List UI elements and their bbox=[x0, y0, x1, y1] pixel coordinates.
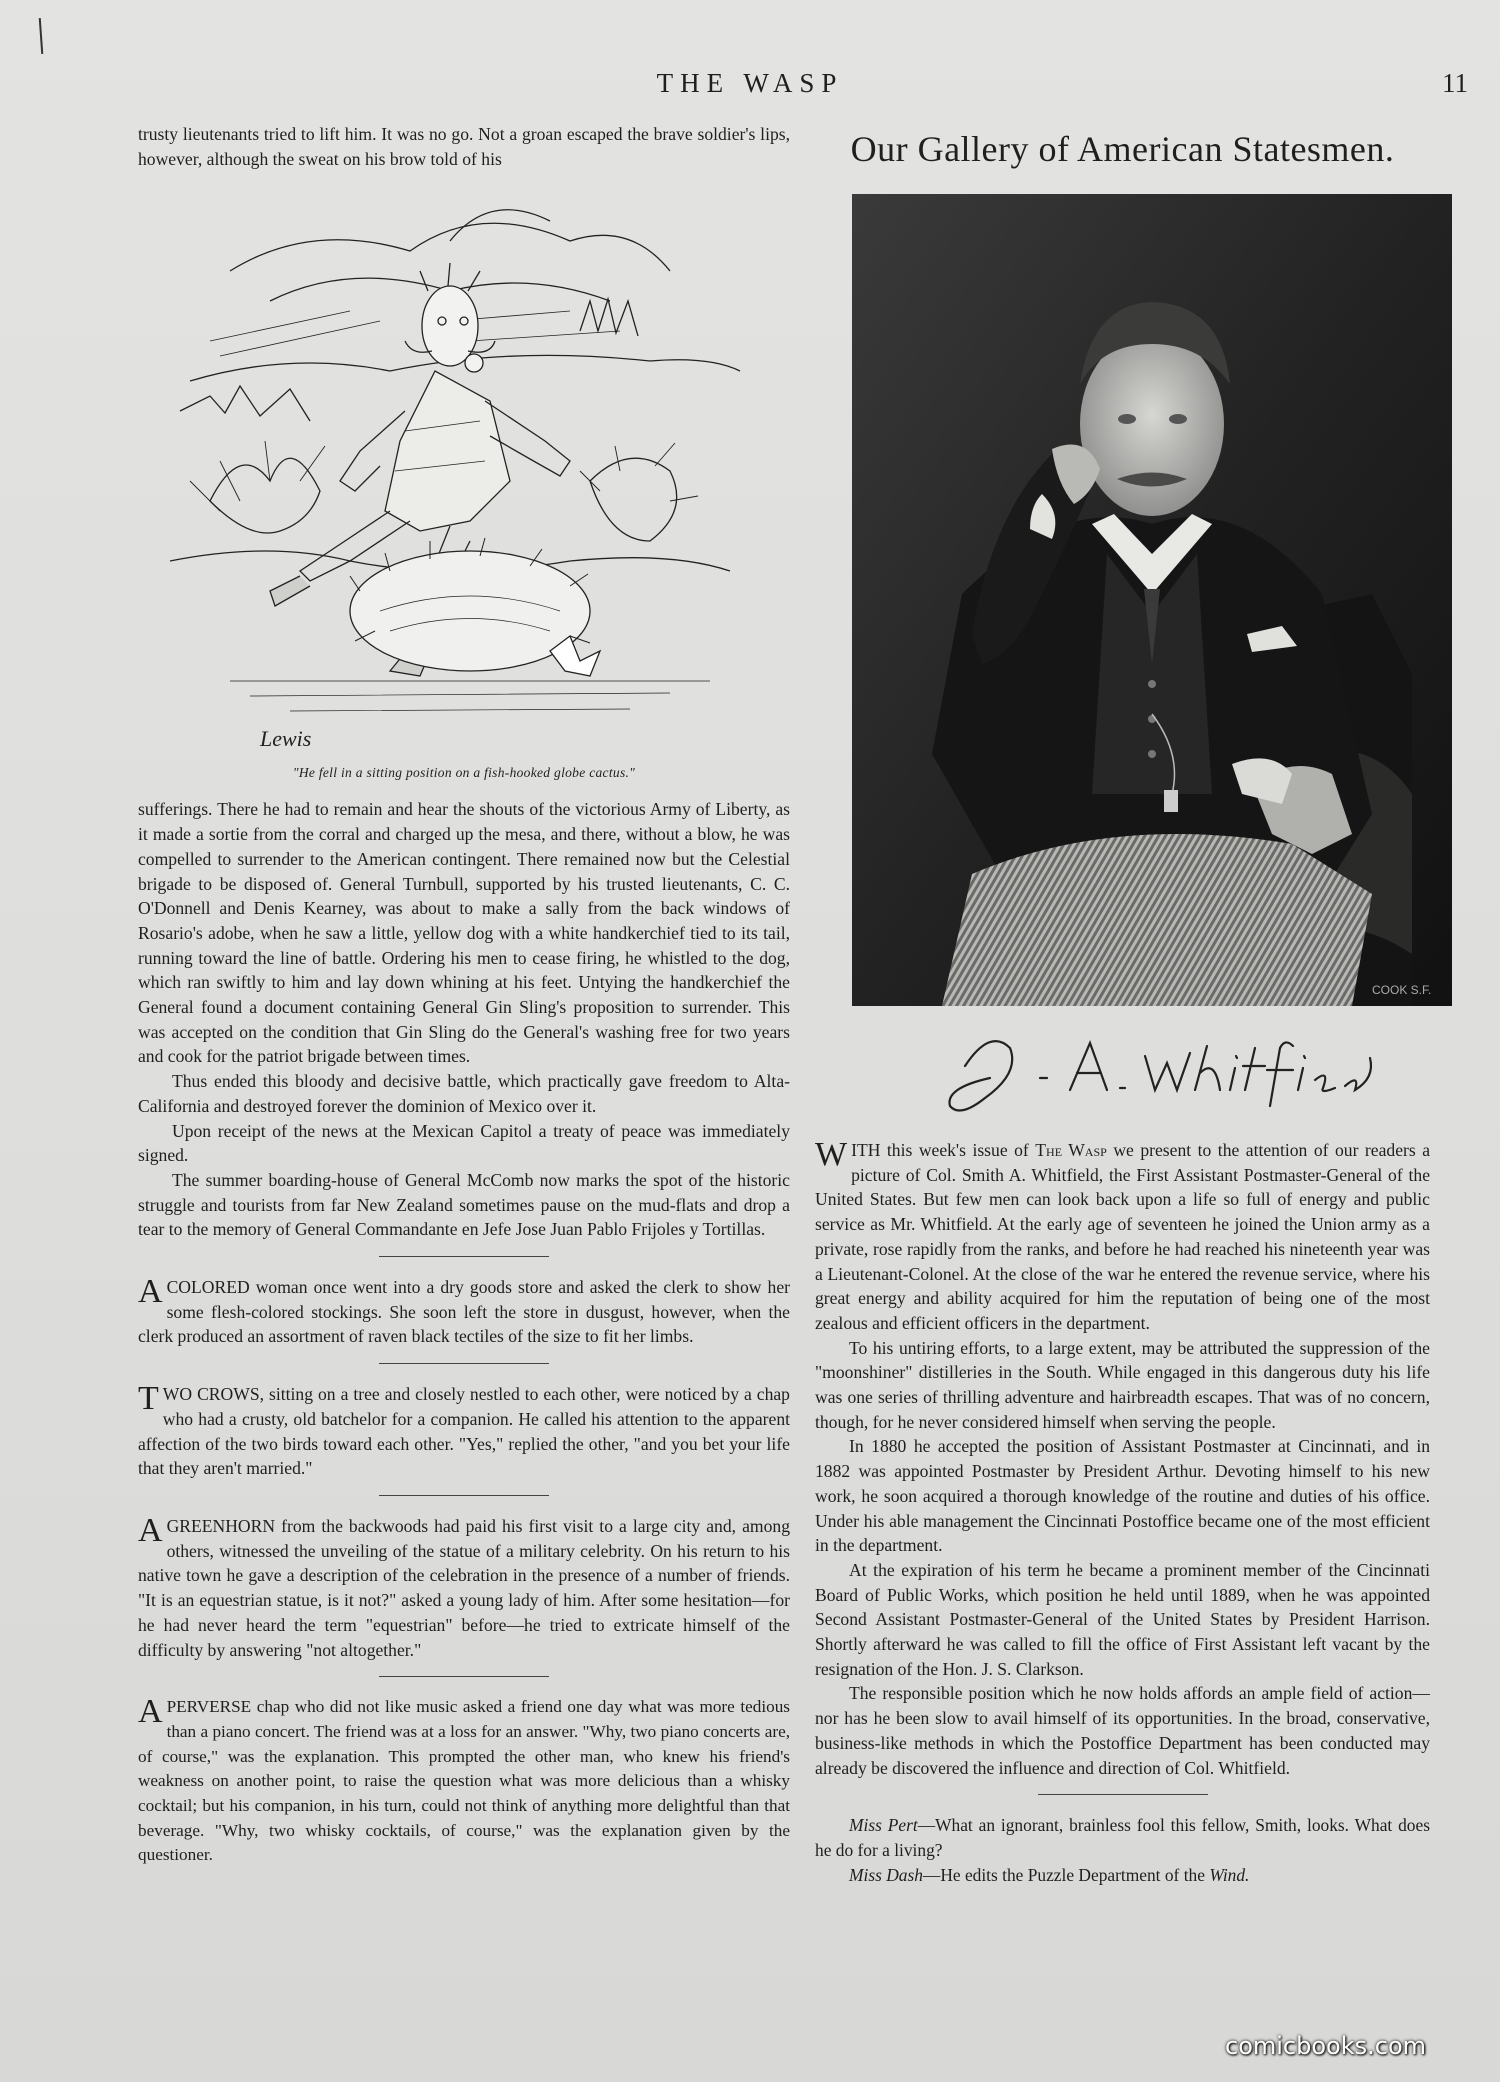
story-paragraph-4: The summer boarding-house of General McComb now marks the spot of the historic struggle and tourists from far New Zealand sometimes pause on the mud-flats and drop a tear to the memory of General Commandante en Jefe Jose Juan Pablo Frijoles y Tortillas. bbox=[138, 1169, 790, 1240]
story-paragraph-3: Upon receipt of the news at the Mexican Capitol a treaty of peace was immediately signed. bbox=[138, 1120, 790, 1166]
drop-cap: A bbox=[138, 1693, 163, 1731]
lead-word: PERVERSE bbox=[166, 1697, 252, 1717]
dialogue-miss-dash bbox=[815, 1863, 1430, 1888]
cartoon-signature: Lewis bbox=[260, 726, 312, 752]
anecdote-stockings bbox=[138, 1275, 790, 1349]
article-paragraph-3: In 1880 he accepted the position of Assistant Postmaster at Cincinnati, and in 1882 was appointed Postmaster by President Arthur. Devoting himself to his new work, he soon acquired a thorough knowledge of the routine and duties of his office. Under his able management the Cincinnati Postoffice became one of the most efficient in the department. bbox=[815, 1436, 1430, 1556]
drop-cap: A bbox=[138, 1511, 163, 1549]
portrait-photograph bbox=[852, 194, 1452, 1006]
section-divider bbox=[1038, 1794, 1208, 1795]
dialogue-miss-pert bbox=[815, 1813, 1430, 1862]
anecdote-greenhorn bbox=[138, 1511, 790, 1662]
drop-cap: W bbox=[815, 1136, 848, 1173]
dialogue-text: —He edits the Puzzle Department of the bbox=[922, 1864, 1205, 1885]
drop-cap: A bbox=[138, 1273, 163, 1311]
section-divider bbox=[379, 1256, 549, 1257]
article-text: this week's issue of bbox=[886, 1140, 1029, 1160]
article-paragraph-1 bbox=[815, 1138, 1430, 1336]
cartoon-drawing bbox=[150, 181, 750, 761]
publication-name: Wind. bbox=[1209, 1864, 1250, 1885]
anecdote-text: from the backwoods had paid his first visit to a large city and, among others, witnessed the unveiling of the statue of a military celebrity. On his return to his native town he gave a description of the celebration in the presence of a number of friends. "It is an equestrian statue, is it not?" asked a young lady of him. After some hesitation—for he had never heard the term "equestrian" before—he tried to extricate himself of the difficulty by answering "not altogether." bbox=[138, 1515, 790, 1660]
running-head: THE WASP bbox=[656, 68, 844, 98]
portrait-image bbox=[852, 194, 1452, 1006]
anecdote-crows bbox=[138, 1382, 790, 1481]
signature-text: S. A. Whitfield bbox=[935, 1118, 942, 1119]
left-column bbox=[138, 122, 790, 1868]
speaker-name: Miss Dash bbox=[849, 1864, 923, 1885]
continued-text: trusty lieutenants tried to lift him. It was no go. Not a groan escaped the brave soldier's lips, however, although the sweat on his brow told of his bbox=[138, 124, 790, 169]
photo-credit: COOK S.F. bbox=[1372, 983, 1432, 997]
right-column bbox=[815, 122, 1430, 1887]
gallery-title: Our Gallery of American Statesmen. bbox=[850, 129, 1395, 169]
pencil-mark bbox=[39, 18, 44, 54]
anecdote-text: sitting on a tree and closely nestled to each other, were noticed by a chap who had a crusty, old batchelor for a companion. He called his attention to the apparent affection of the two birds toward each other. "Yes," replied the other, "and you bet your life that they aren't married." bbox=[138, 1384, 790, 1479]
lead-word: WO CROWS, bbox=[162, 1384, 265, 1405]
signature-area bbox=[815, 1018, 1430, 1122]
speaker-name: Miss Pert bbox=[849, 1815, 918, 1836]
cartoon-caption: "He fell in a sitting position on a fish-hooked globe cactus." bbox=[292, 765, 636, 781]
drop-cap: T bbox=[138, 1380, 159, 1418]
anecdote-text: chap who did not like music asked a friend one day what was more tedious than a piano concert. The friend was at a loss for an answer. "Why, two piano concerts are, of course," was the explanation. This prompted the other man, who knew his friend's weakness on another point, to raise the question what was more delicious than a whisky cocktail; but his companion, in his turn, could not think of anything more delightful than that beverage. "Why, two whisky cocktails, of course," was the explanation given by the questioner. bbox=[138, 1697, 791, 1865]
anecdote-perverse bbox=[138, 1695, 790, 1868]
article-paragraph-2: To his untiring efforts, to a large extent, may be attributed the suppression of the "moonshiner" distilleries in the South. While engaged in this dangerous duty his life was one series of thrilling adventure and hairbreadth escapes. That was of no concern, though, for he never considered himself when serving the people. bbox=[815, 1337, 1430, 1432]
lead-word: GREENHORN bbox=[166, 1515, 276, 1536]
article-text: we present to the attention of our readers a picture of Col. Smith A. Whitfield, the First Assistant Postmaster-General of the United States. But few men can look back upon a life so full of energy and public service as Mr. Whitfield. At the early age of seventeen he joined the Union army as a private, rose rapidly from the ranks, and before he had reached his nineteenth year was a Lieutenant-Colonel. At the close of the war he entered the revenue service, where his great energy and ability acquired for him the reputation of being one of the most zealous and efficient officers in the department. bbox=[815, 1140, 1431, 1333]
section-divider bbox=[379, 1363, 549, 1364]
cartoon-illustration bbox=[150, 181, 750, 761]
article-paragraph-5: The responsible position which he now holds affords an ample field of action—nor has he been slow to avail himself of its opportunities. In the broad, conservative, business-like methods in which the Postoffice Department has been conducted may already be discovered the influence and direction of Col. Whitfield. bbox=[815, 1683, 1430, 1778]
handwritten-signature bbox=[815, 1018, 1430, 1122]
magazine-name: The Wasp bbox=[1035, 1140, 1107, 1160]
watermark-credit: comicbooks.com bbox=[1225, 2032, 1427, 2060]
lead-word: ITH bbox=[851, 1140, 881, 1160]
story-paragraph-1: sufferings. There he had to remain and hear the shouts of the victorious Army of Liberty, as it made a sortie from the corral and charged up the mesa, and there, without a blow, he was compelled to surrender to the American contingent. There remained now but the Celestial brigade to be disposed of. General Turnbull, supported by his trusted lieutenants, C. C. O'Donnell and Denis Kearney, was about to make a sally from the back windows of Rosario's adobe, when he saw a little, yellow dog with a white handkerchief tied to its tail, running toward the line of battle. Ordering his men to cease firing, he whistled to the dog, which ran swiftly to him and lay down whining at his feet. Untying the handkerchief the General found a document containing General Gin Sling's proposition to surrender. This was accepted on the condition that Gin Sling do the General's washing free for two years and cook for the patriot brigade between times. bbox=[138, 799, 790, 1067]
dialogue-text: —What an ignorant, brainless fool this fellow, Smith, looks. What does he do for a living? bbox=[815, 1815, 1430, 1860]
section-divider bbox=[379, 1676, 549, 1677]
section-divider bbox=[379, 1495, 549, 1496]
story-paragraph-2: Thus ended this bloody and decisive battle, which practically gave freedom to Alta-California and destroyed forever the dominion of Mexico over it. bbox=[138, 1071, 790, 1116]
page-number: 11 bbox=[1442, 68, 1468, 98]
lead-word: COLORED bbox=[166, 1277, 250, 1298]
anecdote-text: woman once went into a dry goods store and asked the clerk to show her some flesh-colored stockings. She soon left the store in dusgust, however, when the clerk produced an assortment of raven black tectiles of the size to fit her limbs. bbox=[138, 1277, 790, 1347]
article-paragraph-4: At the expiration of his term he became a prominent member of the Cincinnati Board of Public Works, which position he held until 1889, when he was appointed Second Assistant Postmaster-General of the United States by President Harrison. Shortly afterward he was called to fill the office of First Assistant left vacant by the resignation of the Hon. J. S. Clarkson. bbox=[815, 1559, 1430, 1679]
